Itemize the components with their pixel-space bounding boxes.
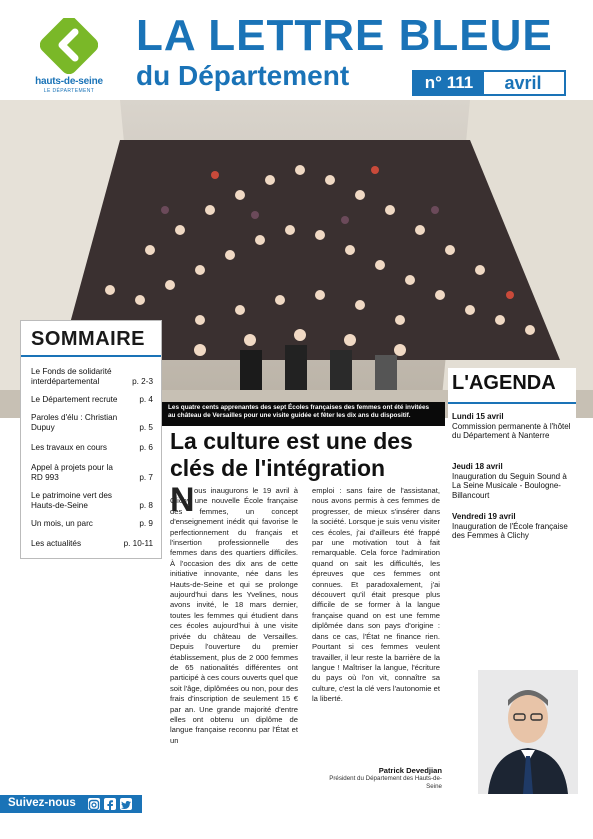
agenda-text: Commission permanente à l'hôtel du Département à Nanterre — [452, 421, 571, 441]
agenda-text: Inauguration du Seguin Sound à La Seine Musicale - Boulogne-Billancourt — [452, 471, 567, 500]
toc-item[interactable] — [31, 413, 153, 433]
issue-number: n° 111 — [414, 72, 484, 94]
toc-item[interactable] — [31, 395, 153, 405]
toc-item[interactable] — [31, 519, 153, 529]
logo-name: hauts-de-seine — [35, 76, 103, 87]
toc-divider — [21, 355, 161, 357]
toc-item-label: Les actualités — [31, 539, 82, 548]
toc-item-page: p. 9 — [139, 519, 153, 528]
toc-item[interactable] — [31, 539, 153, 549]
table-of-contents — [20, 320, 162, 559]
toc-item-label: Appel à projets pour la RD 993 — [31, 463, 113, 482]
facebook-icon[interactable] — [104, 798, 116, 810]
toc-item-label: Le Fonds de solidarité interdépartemental — [31, 367, 112, 386]
publication-subtitle: du Département — [136, 60, 350, 91]
agenda-item[interactable] — [452, 412, 574, 441]
toc-item-page: p. 10-11 — [123, 539, 153, 548]
follow-us-label: Suivez-nous — [8, 797, 76, 809]
toc-item[interactable] — [31, 491, 153, 511]
toc-item[interactable] — [31, 463, 153, 483]
toc-item-page: p. 6 — [139, 443, 153, 452]
publication-title: LA LETTRE BLEUE — [136, 11, 553, 60]
agenda-item[interactable] — [452, 462, 574, 500]
toc-item-page: p. 5 — [139, 423, 153, 432]
article-text-2: emploi : sans faire de l'assistanat, nous avons permis à ces femmes de progresser, de mieux s'insérer dans la société. Lorsque je suis venu visiter ces écoles, j'ai d'ailleurs été frappé par une motivation tout à fait remarquable. Cela force l'admiration quand on sait les difficultés, les épreuves que ces femmes ont connues. Et paradoxalement, j'ai découvert qu'il était presque plus difficile de se former à la langue française quand on est une femme diplômée dans son pays d'origine : dans ce cas, l'État ne finance rien. Pourtant si ces femmes veulent travailler, il leur reste la barrière de la langue ! Maîtriser la langue, l'écriture du pays où l'on vit, connaître sa culture, c'est la clé vers l'autonomie et la liberté. — [312, 486, 440, 704]
toc-title: SOMMAIRE — [31, 328, 145, 350]
toc-item[interactable] — [31, 367, 153, 387]
article-signature — [322, 766, 442, 791]
toc-item-page: p. 8 — [139, 501, 153, 510]
twitter-icon[interactable] — [120, 798, 132, 810]
toc-item-label: Paroles d'élu : Christian Dupuy — [31, 413, 118, 432]
drop-cap: N — [170, 481, 195, 519]
agenda-date: Jeudi 18 avril — [452, 462, 503, 471]
signature-name: Patrick Devedjian — [378, 766, 442, 775]
agenda-date: Vendredi 19 avril — [452, 512, 516, 521]
toc-item-page: p. 7 — [139, 473, 153, 482]
agenda-item[interactable] — [452, 512, 574, 541]
signature-role: Président du Département des Hauts-de-Seine — [329, 775, 442, 790]
toc-item-label: Le patrimoine vert des Hauts-de-Seine — [31, 491, 113, 510]
logo-subtitle: LE DÉPARTEMENT — [43, 88, 95, 94]
toc-item-label: Les travaux en cours — [31, 443, 108, 452]
article-headline: La culture est une des clés de l'intégration — [170, 428, 413, 481]
issue-box — [412, 70, 566, 96]
article-text-1: ous inaugurons le 19 avril à Clichy une nouvelle École française des femmes, un concept d'enseignement inédit qui favorise le perfectionnement du français et l'insertion professionnelle des femmes dans des quartiers difficiles. À l'occasion des dix ans de cette initiative innovante, née dans les Hauts-de-Seine et qui se prolonge aujourd'hui dans les Yvelines, nous avons invité, le 18 mars dernier, toutes les femmes qui étudient dans ces écoles aujourd'hui à une visite privée du château de Versailles. Depuis l'ouverture du premier établissement, plus de 2 000 femmes de 65 nationalités différentes ont participé à ces cours ouverts quel que soit l'âge, diplômées ou non, pour des frais d'inscription de seulement 15 € par an. Une grande majorité d'entre elles ont obtenu un diplôme de langue française reconnu par l'État et un — [170, 486, 298, 745]
toc-item-page: p. 4 — [139, 395, 153, 404]
agenda-panel — [448, 368, 576, 553]
agenda-title: L'AGENDA — [452, 372, 556, 394]
instagram-icon[interactable] — [88, 798, 100, 810]
photo-caption: Les quatre cents apprenantes des sept Écoles françaises des femmes ont été invitées au château de Versailles pour une visite guidée et fêter les dix ans du dispositif. — [160, 402, 445, 426]
issue-month: avril — [504, 73, 542, 93]
article-column-1 — [170, 481, 298, 746]
author-portrait-image — [478, 670, 578, 794]
agenda-divider — [448, 402, 576, 404]
agenda-date: Lundi 15 avril — [452, 412, 504, 421]
toc-item-label: Un mois, un parc — [31, 519, 93, 528]
author-portrait — [478, 670, 578, 794]
article-body — [170, 481, 442, 806]
toc-item-page: p. 2-3 — [132, 377, 153, 386]
hauts-de-seine-logo-icon — [40, 18, 98, 74]
article-column-2 — [312, 486, 440, 705]
agenda-text: Inauguration de l'École française des Femmes à Clichy — [452, 521, 568, 541]
toc-item-label: Le Département recrute — [31, 395, 118, 404]
toc-item[interactable] — [31, 443, 153, 453]
